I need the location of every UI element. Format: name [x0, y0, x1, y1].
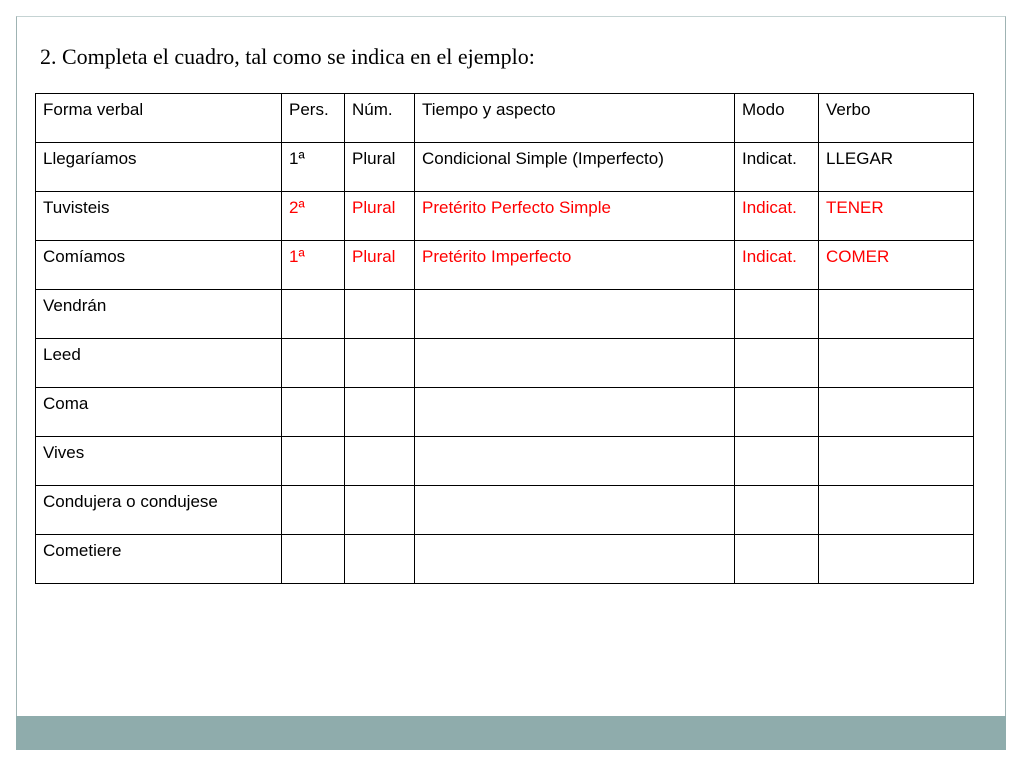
table-row	[36, 241, 974, 290]
cell-forma: Coma	[36, 388, 282, 437]
cell-tiempo	[415, 339, 735, 388]
header-pers: Pers.	[282, 94, 345, 143]
cell-modo: Indicat.	[735, 192, 819, 241]
cell-forma: Leed	[36, 339, 282, 388]
cell-pers	[282, 535, 345, 584]
slide-title: 2. Completa el cuadro, tal como se indica en el ejemplo:	[40, 44, 535, 69]
cell-num	[345, 486, 415, 535]
cell-forma: Vendrán	[36, 290, 282, 339]
cell-tiempo	[415, 437, 735, 486]
cell-verbo: COMER	[819, 241, 974, 290]
cell-num	[345, 388, 415, 437]
cell-modo: Indicat.	[735, 143, 819, 192]
cell-forma: Vives	[36, 437, 282, 486]
cell-num	[345, 339, 415, 388]
cell-modo	[735, 486, 819, 535]
cell-verbo	[819, 535, 974, 584]
table-row	[36, 192, 974, 241]
cell-pers: 2ª	[282, 192, 345, 241]
cell-verbo	[819, 437, 974, 486]
header-modo: Modo	[735, 94, 819, 143]
table-header-row	[36, 94, 974, 143]
cell-tiempo	[415, 486, 735, 535]
cell-num	[345, 437, 415, 486]
cell-forma: Condujera o condujese	[36, 486, 282, 535]
cell-verbo	[819, 388, 974, 437]
header-verbo: Verbo	[819, 94, 974, 143]
cell-modo	[735, 437, 819, 486]
cell-forma: Comíamos	[36, 241, 282, 290]
header-num: Núm.	[345, 94, 415, 143]
cell-pers	[282, 388, 345, 437]
cell-modo	[735, 535, 819, 584]
table-row	[36, 486, 974, 535]
cell-forma: Tuvisteis	[36, 192, 282, 241]
cell-modo: Indicat.	[735, 241, 819, 290]
cell-pers	[282, 486, 345, 535]
footer-band	[16, 716, 1006, 750]
cell-num	[345, 535, 415, 584]
cell-pers: 1ª	[282, 241, 345, 290]
cell-verbo	[819, 290, 974, 339]
cell-num: Plural	[345, 192, 415, 241]
cell-tiempo: Condicional Simple (Imperfecto)	[415, 143, 735, 192]
cell-tiempo	[415, 535, 735, 584]
cell-modo	[735, 339, 819, 388]
cell-tiempo	[415, 388, 735, 437]
cell-num	[345, 290, 415, 339]
table-row	[36, 388, 974, 437]
verb-table	[35, 93, 974, 584]
cell-tiempo	[415, 290, 735, 339]
header-tiempo-aspecto: Tiempo y aspecto	[415, 94, 735, 143]
cell-pers: 1ª	[282, 143, 345, 192]
cell-forma: Cometiere	[36, 535, 282, 584]
cell-pers	[282, 437, 345, 486]
cell-num: Plural	[345, 143, 415, 192]
cell-forma: Llegaríamos	[36, 143, 282, 192]
cell-pers	[282, 290, 345, 339]
cell-verbo: TENER	[819, 192, 974, 241]
table-row	[36, 143, 974, 192]
cell-modo	[735, 290, 819, 339]
table-row	[36, 437, 974, 486]
cell-tiempo: Pretérito Imperfecto	[415, 241, 735, 290]
table-row	[36, 290, 974, 339]
cell-pers	[282, 339, 345, 388]
cell-verbo	[819, 486, 974, 535]
cell-verbo: LLEGAR	[819, 143, 974, 192]
cell-verbo	[819, 339, 974, 388]
cell-tiempo: Pretérito Perfecto Simple	[415, 192, 735, 241]
table-row	[36, 339, 974, 388]
cell-num: Plural	[345, 241, 415, 290]
cell-modo	[735, 388, 819, 437]
table-row	[36, 535, 974, 584]
header-forma-verbal: Forma verbal	[36, 94, 282, 143]
